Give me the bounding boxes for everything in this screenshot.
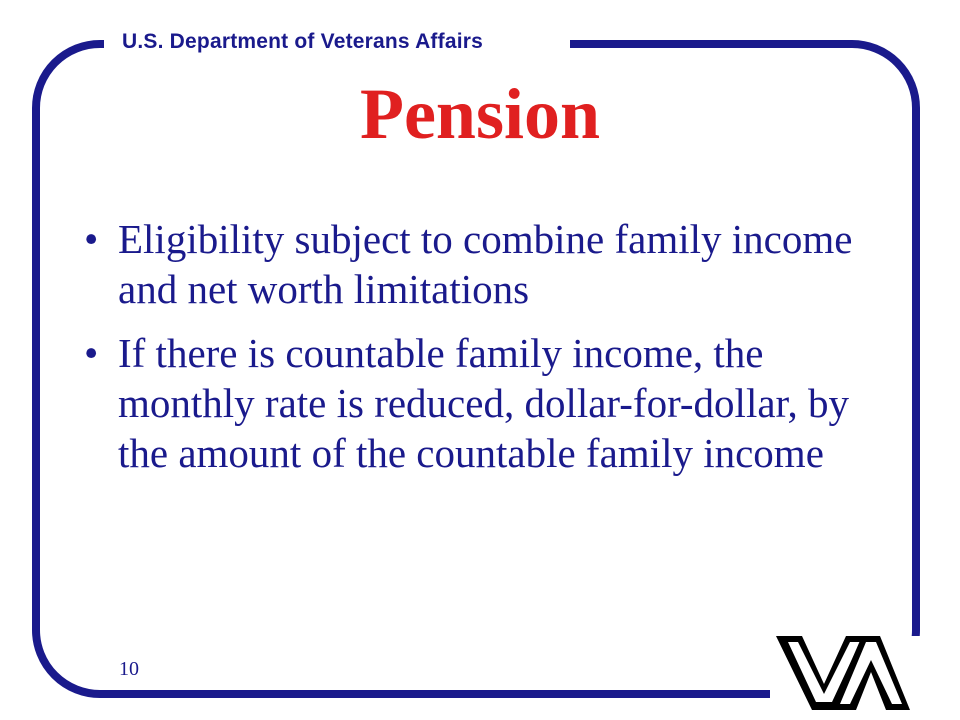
header-organization: U.S. Department of Veterans Affairs (122, 30, 483, 53)
bullet-text: Eligibility subject to combine family income and net worth limitations (118, 216, 853, 312)
slide-title: Pension (359, 74, 601, 154)
bullet-list (84, 214, 884, 492)
va-logo-icon (774, 632, 910, 714)
bullet-mark: • (84, 216, 99, 262)
bullet-mark: • (84, 330, 99, 376)
page-number: 10 (119, 658, 139, 680)
bullet-item (84, 328, 884, 478)
bullet-text: If there is countable family income, the monthly rate is reduced, dollar-for-dollar, by the amount of the countable family income (118, 330, 850, 476)
bullet-item (84, 214, 884, 314)
